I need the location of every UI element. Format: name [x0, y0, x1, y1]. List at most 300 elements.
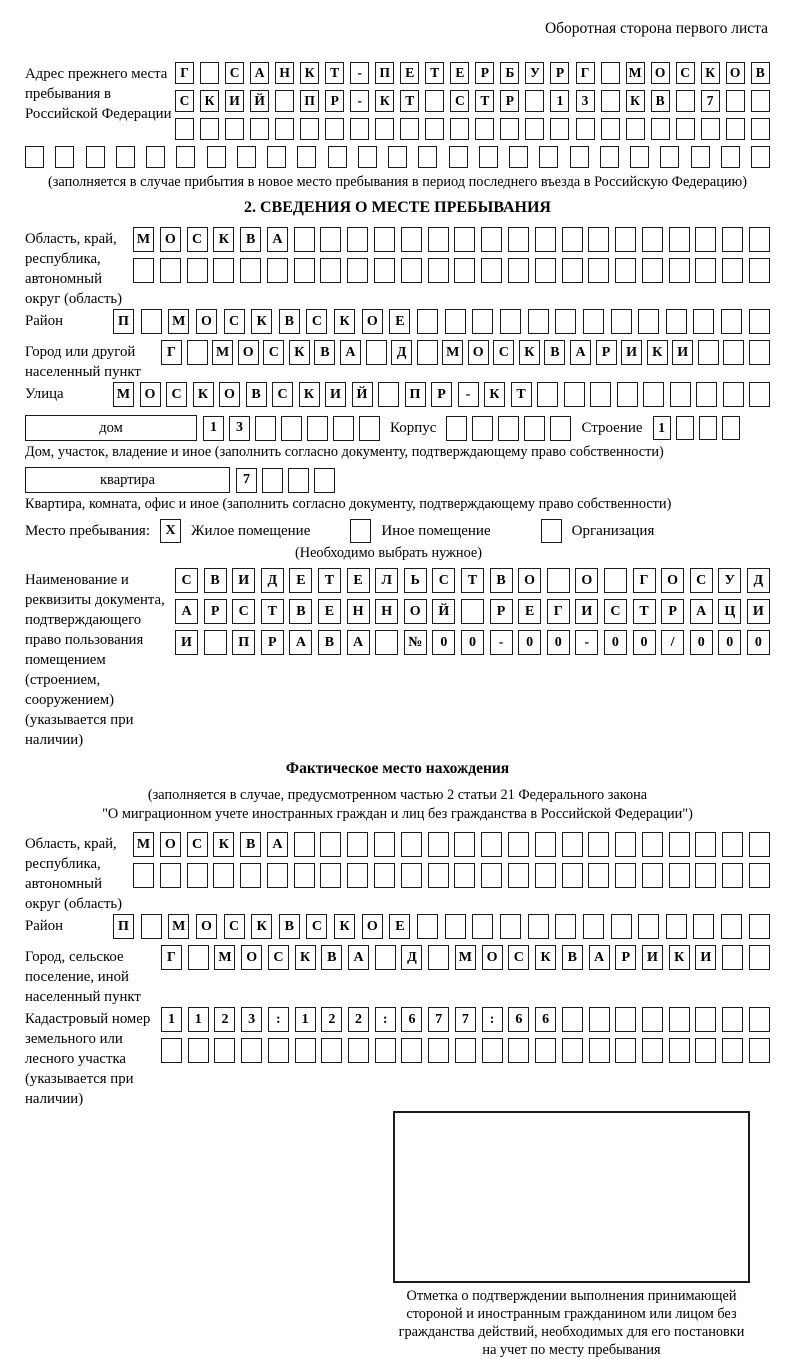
char-box [626, 118, 645, 140]
char-box [583, 914, 604, 939]
char-box: О [575, 568, 598, 593]
char-box [643, 382, 664, 407]
char-box [428, 227, 449, 252]
char-box: А [175, 599, 198, 624]
char-box: Е [518, 599, 541, 624]
char-box: Е [400, 62, 419, 84]
char-box: Т [461, 568, 484, 593]
char-box [617, 382, 638, 407]
char-box: С [175, 568, 198, 593]
char-box [588, 863, 609, 888]
char-box: С [676, 62, 695, 84]
char-box [749, 1007, 770, 1032]
char-box: С [272, 382, 293, 407]
char-box: К [200, 90, 219, 112]
char-box [461, 599, 484, 624]
char-box: 2 [214, 1007, 235, 1032]
raion-label: Район [25, 313, 64, 329]
char-box: Л [375, 568, 398, 593]
char-box: М [626, 62, 645, 84]
char-box [508, 1038, 529, 1063]
char-box: Б [500, 62, 519, 84]
char-box [528, 914, 549, 939]
char-box: Й [432, 599, 455, 624]
char-box [547, 568, 570, 593]
char-box: Н [275, 62, 294, 84]
char-box: Ц [718, 599, 741, 624]
korpus-label: Корпус [390, 419, 437, 436]
char-box [721, 146, 740, 168]
char-box [297, 146, 316, 168]
char-box [722, 1038, 743, 1063]
char-box [721, 914, 742, 939]
char-box: В [204, 568, 227, 593]
char-box [669, 227, 690, 252]
korpus-cells [446, 416, 571, 441]
char-box [588, 258, 609, 283]
char-box: 7 [236, 468, 257, 493]
mesto-row [25, 519, 770, 543]
kvartira-caption: Квартира, комната, офис и иное (заполнить согласно документу, подтверждающему право собственности) [25, 496, 672, 512]
char-box [721, 309, 742, 334]
char-box [374, 863, 395, 888]
char-box: У [718, 568, 741, 593]
char-box [555, 309, 576, 334]
char-box [374, 258, 395, 283]
char-box [749, 914, 770, 939]
char-box: И [325, 382, 346, 407]
char-box: О [160, 227, 181, 252]
char-box [722, 416, 740, 440]
char-box [695, 227, 716, 252]
char-box: В [240, 227, 261, 252]
char-box [726, 118, 745, 140]
char-box [300, 118, 319, 140]
char-box [749, 863, 770, 888]
fact-raion-row [113, 914, 770, 939]
char-box: 0 [461, 630, 484, 655]
char-box: И [642, 945, 663, 970]
char-box: К [251, 914, 272, 939]
char-box [611, 914, 632, 939]
stamp-caption: Отметка о подтверждении выполнения принимающей стороной и иностранным гражданином или лицом без гражданства действий, необходимых для его постановки на учет по месту пребывания [398, 1288, 745, 1358]
char-box: О [362, 914, 383, 939]
char-box: У [525, 62, 544, 84]
char-box: А [347, 630, 370, 655]
char-box: В [490, 568, 513, 593]
char-box: В [544, 340, 565, 365]
char-box [749, 258, 770, 283]
kadastr-label: Кадастровый номер земельного или лесного участка (указывается при наличии) [25, 1011, 151, 1107]
document-row-3 [175, 630, 770, 655]
char-box: М [133, 832, 154, 857]
char-box: Р [490, 599, 513, 624]
char-box: А [267, 227, 288, 252]
char-box [200, 62, 219, 84]
char-box [237, 146, 256, 168]
char-box [472, 309, 493, 334]
char-box: 0 [604, 630, 627, 655]
char-box [213, 258, 234, 283]
char-box [25, 146, 44, 168]
char-box [418, 146, 437, 168]
gorod-block [25, 340, 770, 382]
char-box [187, 258, 208, 283]
char-box: 1 [653, 416, 671, 440]
char-box: О [468, 340, 489, 365]
char-box [535, 227, 556, 252]
char-box [401, 227, 422, 252]
char-box [417, 914, 438, 939]
char-box [500, 309, 521, 334]
char-box: Г [576, 62, 595, 84]
char-box [698, 340, 719, 365]
char-box [320, 227, 341, 252]
char-box [524, 416, 545, 441]
kadastr-row-1 [161, 1007, 770, 1032]
char-box: Й [250, 90, 269, 112]
char-box [160, 258, 181, 283]
char-box [481, 227, 502, 252]
char-box: С [224, 914, 245, 939]
char-box: Н [347, 599, 370, 624]
char-box [348, 1038, 369, 1063]
char-box: 7 [701, 90, 720, 112]
char-box: В [279, 914, 300, 939]
char-box [214, 1038, 235, 1063]
char-box [508, 227, 529, 252]
char-box [749, 340, 770, 365]
dom-caption: Дом, участок, владение и иное (заполнить согласно документу, подтверждающему право собственности) [25, 444, 664, 460]
char-box [445, 309, 466, 334]
char-box: Е [450, 62, 469, 84]
char-box: Р [261, 630, 284, 655]
char-box: Д [401, 945, 422, 970]
char-box: Р [615, 945, 636, 970]
char-box: В [321, 945, 342, 970]
char-box [535, 258, 556, 283]
char-box: Д [391, 340, 412, 365]
oblast-block [25, 227, 770, 309]
dom-number-cells [203, 416, 380, 441]
prev-address-row-1 [175, 62, 770, 84]
prev-address-row-3 [175, 118, 770, 140]
char-box [695, 1007, 716, 1032]
char-box: Г [161, 945, 182, 970]
prev-address-note: (заполняется в случае прибытия в новое место пребывания в период последнего въезда в Российскую Федерацию) [48, 174, 747, 190]
char-box: № [404, 630, 427, 655]
char-box [528, 309, 549, 334]
char-box [749, 1038, 770, 1063]
char-box [295, 1038, 316, 1063]
char-box [500, 118, 519, 140]
char-box [749, 832, 770, 857]
char-box: В [562, 945, 583, 970]
char-box [445, 914, 466, 939]
char-box: П [232, 630, 255, 655]
char-box: Г [547, 599, 570, 624]
char-box [562, 1038, 583, 1063]
char-box: К [626, 90, 645, 112]
dom-row [25, 415, 770, 441]
char-box [670, 382, 691, 407]
char-box [695, 1038, 716, 1063]
stroenie-cells [653, 416, 740, 440]
kadastr-block [25, 1007, 770, 1109]
char-box [481, 863, 502, 888]
char-box [347, 863, 368, 888]
fact-oblast-label: Область, край, республика, автономный округ (область) [25, 836, 123, 912]
char-box [347, 227, 368, 252]
char-box [695, 863, 716, 888]
char-box [749, 227, 770, 252]
char-box [588, 227, 609, 252]
char-box [749, 382, 770, 407]
char-box: Е [289, 568, 312, 593]
char-box: - [575, 630, 598, 655]
char-box [601, 90, 620, 112]
char-box: О [196, 914, 217, 939]
char-box [604, 568, 627, 593]
char-box [695, 832, 716, 857]
char-box: О [241, 945, 262, 970]
char-box [267, 258, 288, 283]
char-box [482, 1038, 503, 1063]
char-box: С [225, 62, 244, 84]
char-box [428, 1038, 449, 1063]
char-box [498, 416, 519, 441]
char-box [375, 945, 396, 970]
kvartira-row [25, 467, 770, 493]
char-box [428, 945, 449, 970]
char-box [562, 258, 583, 283]
char-box [642, 258, 663, 283]
char-box: Е [347, 568, 370, 593]
char-box [294, 832, 315, 857]
char-box [615, 1038, 636, 1063]
char-box [141, 309, 162, 334]
char-box [375, 630, 398, 655]
char-box: А [289, 630, 312, 655]
char-box: Т [400, 90, 419, 112]
char-box: 0 [518, 630, 541, 655]
ulitsa-label: Улица [25, 386, 64, 402]
raion-row [113, 309, 770, 334]
ulitsa-row [113, 382, 770, 407]
char-box: Т [325, 62, 344, 84]
char-box [449, 146, 468, 168]
ulitsa-block [25, 382, 770, 413]
char-box: Т [475, 90, 494, 112]
char-box [701, 118, 720, 140]
char-box [320, 258, 341, 283]
zhiloe-checkbox: X [160, 519, 181, 543]
char-box [472, 416, 493, 441]
char-box: К [295, 945, 316, 970]
char-box [188, 1038, 209, 1063]
char-box: К [535, 945, 556, 970]
char-box: С [175, 90, 194, 112]
char-box [455, 1038, 476, 1063]
char-box [535, 1038, 556, 1063]
char-box: К [193, 382, 214, 407]
char-box [358, 146, 377, 168]
zhiloe-label: Жилое помещение [191, 522, 311, 539]
char-box: С [224, 309, 245, 334]
char-box [401, 1038, 422, 1063]
char-box: И [232, 568, 255, 593]
char-box: К [375, 90, 394, 112]
fact-raion-label: Район [25, 918, 64, 934]
fact-gorod-row [161, 945, 770, 970]
char-box [525, 90, 544, 112]
char-box: - [490, 630, 513, 655]
stamp-area [393, 1111, 750, 1359]
char-box [187, 863, 208, 888]
char-box [288, 468, 309, 493]
char-box: В [318, 630, 341, 655]
char-box: С [432, 568, 455, 593]
char-box [555, 914, 576, 939]
char-box [676, 416, 694, 440]
char-box: С [187, 832, 208, 857]
char-box [133, 863, 154, 888]
char-box: С [306, 914, 327, 939]
char-box: 1 [188, 1007, 209, 1032]
char-box [589, 1007, 610, 1032]
mesto-label: Место пребывания: [25, 522, 150, 539]
inoe-label: Иное помещение [381, 522, 491, 539]
char-box [481, 832, 502, 857]
oblast-row-1 [133, 227, 770, 252]
char-box: К [701, 62, 720, 84]
org-checkbox [541, 519, 562, 543]
char-box: О [160, 832, 181, 857]
document-row-2 [175, 599, 770, 624]
char-box: М [214, 945, 235, 970]
page-header: Оборотная сторона первого листа [544, 20, 768, 37]
char-box [401, 258, 422, 283]
char-box: О [661, 568, 684, 593]
char-box [175, 118, 194, 140]
char-box [590, 382, 611, 407]
char-box [428, 258, 449, 283]
char-box: 1 [161, 1007, 182, 1032]
char-box [638, 914, 659, 939]
char-box [669, 258, 690, 283]
char-box [328, 146, 347, 168]
char-box [500, 914, 521, 939]
char-box [428, 832, 449, 857]
char-box: 7 [428, 1007, 449, 1032]
char-box [161, 1038, 182, 1063]
char-box [472, 914, 493, 939]
char-box [350, 118, 369, 140]
char-box [401, 832, 422, 857]
char-box [267, 863, 288, 888]
char-box: В [751, 62, 770, 84]
char-box [450, 118, 469, 140]
char-box [187, 340, 208, 365]
char-box: А [589, 945, 610, 970]
char-box [388, 146, 407, 168]
char-box [749, 945, 770, 970]
char-box: 1 [203, 416, 224, 441]
char-box [375, 118, 394, 140]
char-box: / [661, 630, 684, 655]
char-box [160, 863, 181, 888]
char-box: 1 [295, 1007, 316, 1032]
char-box [535, 832, 556, 857]
char-box: Т [261, 599, 284, 624]
char-box [321, 1038, 342, 1063]
char-box: 2 [321, 1007, 342, 1032]
fact-note-line1: (заполняется в случае, предусмотренном частью 2 статьи 21 Федерального закона [147, 787, 648, 803]
char-box: А [690, 599, 713, 624]
char-box [669, 863, 690, 888]
char-box: О [238, 340, 259, 365]
stroenie-label: Строение [581, 419, 643, 436]
char-box: И [747, 599, 770, 624]
char-box: С [263, 340, 284, 365]
char-box [615, 1007, 636, 1032]
char-box: 3 [229, 416, 250, 441]
char-box: В [651, 90, 670, 112]
char-box [722, 863, 743, 888]
char-box: 0 [747, 630, 770, 655]
char-box [320, 832, 341, 857]
char-box: 0 [690, 630, 713, 655]
char-box [508, 258, 529, 283]
char-box [751, 146, 770, 168]
gorod-label: Город или другой населенный пункт [25, 344, 141, 380]
char-box [207, 146, 226, 168]
char-box [204, 630, 227, 655]
char-box: М [168, 309, 189, 334]
char-box: - [458, 382, 479, 407]
char-box [141, 914, 162, 939]
char-box [425, 90, 444, 112]
char-box [320, 863, 341, 888]
char-box: О [140, 382, 161, 407]
char-box: С [493, 340, 514, 365]
char-box: В [240, 832, 261, 857]
fact-raion-block [25, 914, 770, 945]
char-box [676, 118, 695, 140]
char-box [751, 90, 770, 112]
fact-note [25, 786, 770, 824]
char-box: С [306, 309, 327, 334]
char-box: М [455, 945, 476, 970]
char-box: В [289, 599, 312, 624]
char-box: К [213, 832, 234, 857]
char-box [307, 416, 328, 441]
char-box: И [695, 945, 716, 970]
char-box [722, 258, 743, 283]
char-box [651, 118, 670, 140]
char-box [696, 382, 717, 407]
char-box [401, 863, 422, 888]
fact-oblast-row-1 [133, 832, 770, 857]
char-box [722, 227, 743, 252]
char-box [267, 146, 286, 168]
char-box [262, 468, 283, 493]
char-box [699, 416, 717, 440]
org-label: Организация [571, 522, 655, 539]
fact-gorod-block [25, 945, 770, 1007]
char-box: - [350, 62, 369, 84]
char-box: К [334, 309, 355, 334]
